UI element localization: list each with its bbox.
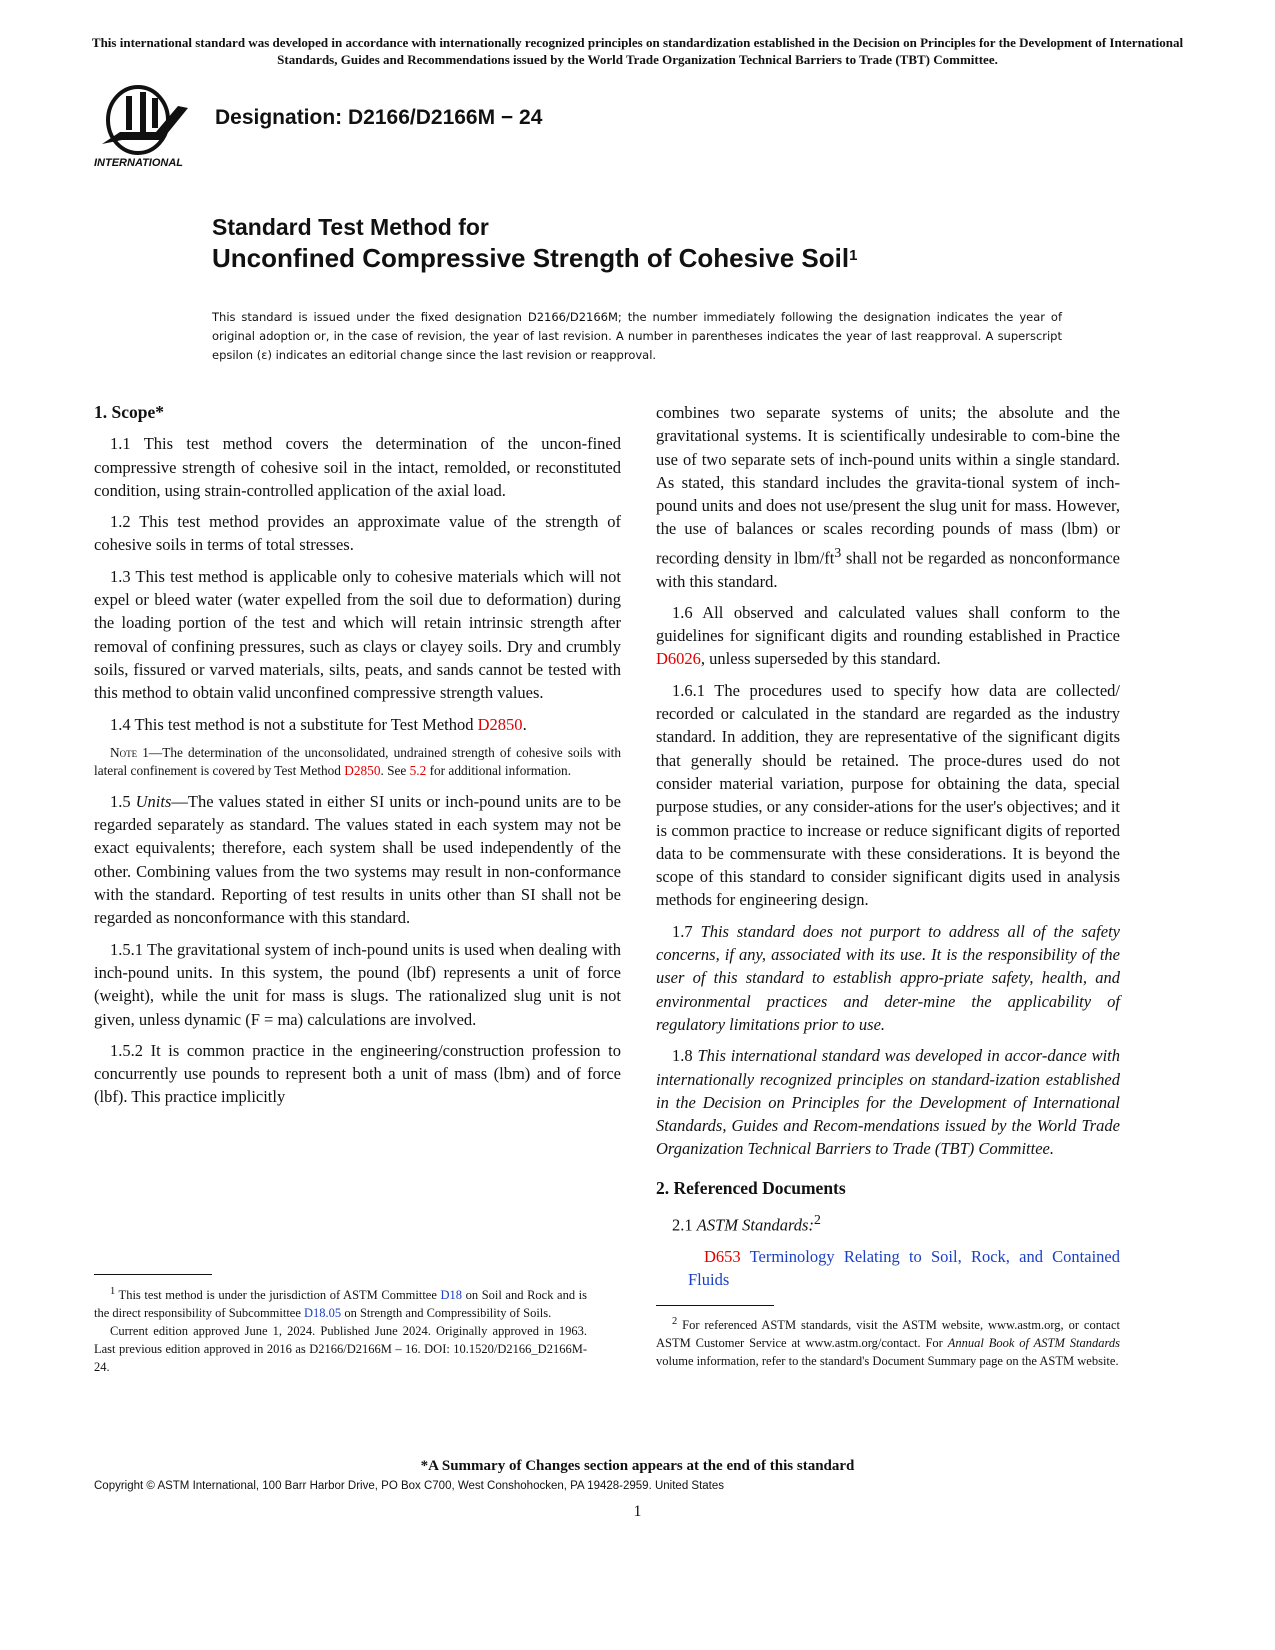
document-title bbox=[212, 212, 857, 274]
footnote-rule-left bbox=[94, 1274, 212, 1275]
para-1-6 bbox=[656, 601, 1120, 671]
left-column bbox=[94, 401, 621, 1117]
para-2-1 bbox=[656, 1208, 1120, 1237]
designation: Designation: D2166/D2166M − 24 bbox=[215, 106, 543, 129]
footnote-1-mark: 1 bbox=[110, 1286, 116, 1297]
para-1-6-1: 1.6.1 The procedures used to specify how data are collected/ recorded or calculated in the standard are regarded as the industry standard. In addition, they are representative of the significant digits that generally should be retained. The proce-dures used do not consider material variation, purpose for obtaining the data, special purpose studies, or any consider-ations for the user's objectives; and it is common practice to increase or reduce significant digits of reported data to be commensurate with these considerations. It is beyond the scope of this standard to consider significant digits used in analysis methods for engineering design. bbox=[656, 680, 1120, 910]
title-line-2 bbox=[212, 242, 857, 274]
astm-logo bbox=[92, 82, 202, 174]
note-label: Note bbox=[110, 744, 138, 760]
para-1-4-text: 1.4 This test method is not a substitute for Test Method bbox=[110, 714, 478, 734]
note-mid: . See bbox=[380, 763, 410, 779]
para-1-2: 1.2 This test method provides an approximate value of the strength of cohesive soils in terms of total stresses. bbox=[94, 512, 621, 555]
para-1-5 bbox=[94, 790, 621, 930]
link-d2850[interactable]: D2850 bbox=[477, 714, 523, 734]
para-1-5-2-end: shall not be regarded as nonconformance with this standard. bbox=[656, 548, 1120, 591]
footnote-1 bbox=[94, 1283, 587, 1376]
para-1-8 bbox=[656, 1044, 1120, 1160]
para-2-1-italic: ASTM Standards: bbox=[696, 1215, 814, 1235]
para-1-8-italic: This international standard was developed in accor-dance with internationally recognized principles on standard-ization established in the Decision on Principles for the Development of International Standards, Guides and Recom-mendations issued by the World Trade Organization Technical Barriers to Trade (TBT) Committee. bbox=[656, 1046, 1121, 1159]
footnote-rule-right bbox=[656, 1305, 774, 1306]
para-1-5-2-sup: 3 bbox=[834, 544, 842, 560]
para-2-1-num: 2.1 bbox=[672, 1215, 697, 1235]
section-heading-scope: 1. Scope* bbox=[94, 402, 164, 422]
footnote-2-mark: 2 bbox=[672, 1316, 678, 1327]
d653-code[interactable]: D653 bbox=[704, 1246, 741, 1266]
footnote-1-c: on Strength and Compressibility of Soils. bbox=[341, 1306, 552, 1321]
issued-statement: This standard is issued under the fixed designation D2166/D2166M; the number immediately following the designation indicates the year of original adoption or, in the case of revision, the year of last revision. A number in parentheses indicates the year of last reapproval. A superscript epsilon (ε) indicates an editorial change since the last revision or reapproval. bbox=[212, 310, 1062, 362]
copyright: Copyright © ASTM International, 100 Barr Harbor Drive, PO Box C700, West Conshohocken, PA 19428-2959. United States bbox=[94, 1480, 725, 1492]
para-1-6-end: , unless superseded by this standard. bbox=[700, 649, 941, 669]
title-footnote-mark[interactable]: 1 bbox=[849, 247, 858, 264]
link-note-d2850[interactable]: D2850 bbox=[344, 763, 381, 779]
footnote-2-p1 bbox=[656, 1313, 1120, 1370]
link-d6026[interactable]: D6026 bbox=[656, 649, 701, 669]
para-1-8-num: 1.8 bbox=[672, 1046, 698, 1066]
referenced-doc-d653[interactable] bbox=[688, 1245, 1120, 1292]
para-1-5-2-cont-text: combines two separate systems of units; the absolute and the gravitational systems. It is scientifically undesirable to com-bine the use of two separate sets of inch-pound units within a single standard. As stated, this standard includes the gravita-tional system of inch-pound units and does not use/present the slug unit for mass. However, the use of balances or scales recording pounds of mass (lbm) or recording density in lbm/ft bbox=[656, 403, 1120, 568]
para-1-4 bbox=[94, 713, 621, 736]
footnote-1-b: on Soil and Rock and is the direct responsibility of Subcommittee bbox=[94, 1288, 588, 1321]
footnote-2-b: volume information, refer to the standard's Document Summary page on the ASTM website. bbox=[656, 1354, 1119, 1369]
para-1-1: 1.1 This test method covers the determination of the uncon-fined compressive strength of cohesive soil in the intact, remolded, or reconstituted condition, using strain-controlled application of the axial load. bbox=[94, 434, 621, 500]
para-1-5-1: 1.5.1 The gravitational system of inch-pound units is used when dealing with inch-pound units. In this system, the pound (lbf) represents a unit of force (weight), while the unit for mass is slugs. The rationalized slug unit is not given, unless dynamic (F = ma) calculations are involved. bbox=[94, 939, 621, 1029]
link-section-5-2[interactable]: 5.2 bbox=[409, 763, 427, 779]
para-1-4-end: . bbox=[522, 714, 527, 734]
note-text: 1—The determination of the unconsolidated, undrained strength of cohesive soils with lateral confinement is covered by Test Method bbox=[94, 744, 621, 779]
para-1-5-num: 1.5 bbox=[110, 791, 136, 811]
note-1 bbox=[94, 744, 621, 781]
footnote-2-italic: Annual Book of ASTM Standards bbox=[947, 1336, 1120, 1351]
title-line-1: Standard Test Method for bbox=[212, 214, 489, 240]
para-1-7-num: 1.7 bbox=[672, 921, 701, 941]
para-1-5-2-cont bbox=[656, 401, 1120, 593]
footnote-2-a: For referenced ASTM standards, visit the ASTM website, www.astm.org, or contact ASTM Customer Service at www.astm.org/contact. For bbox=[656, 1318, 1120, 1351]
para-1-6-text: 1.6 All observed and calculated values shall conform to the guidelines for significant digits and rounding established in Practice bbox=[656, 602, 1120, 646]
footnote-1-p2: Current edition approved June 1, 2024. Published June 2024. Originally approved in 1963. Last previous edition approved in 2016 as D2166/D2166M – 16. DOI: 10.1520/D2166_D2166M-24. bbox=[94, 1324, 587, 1375]
para-1-5-2-start: 1.5.2 It is common practice in the engineering/construction profession to concurrently use pounds to represent both a unit of mass (lbm) and of force (lbf). This practice implicitly bbox=[94, 1040, 621, 1107]
footnote-1-a: This test method is under the jurisdiction of ASTM Committee bbox=[115, 1288, 441, 1303]
page-number: 1 bbox=[633, 1503, 642, 1520]
para-2-1-sup: 2 bbox=[813, 1212, 821, 1227]
footnote-2 bbox=[656, 1313, 1120, 1370]
astm-logo-icon bbox=[92, 82, 202, 174]
footnote-1-p1 bbox=[94, 1283, 587, 1322]
section-heading-referenced-documents: 2. Referenced Documents bbox=[656, 1177, 846, 1198]
para-1-5-italic: Units bbox=[135, 791, 172, 811]
para-1-7-italic: This standard does not purport to address all of the safety concerns, if any, associated with its use. It is the responsibility of the user of this standard to establish appro-priate safety, health, and environmental practices and deter-mine the applicability of regulatory limitations prior to use. bbox=[656, 921, 1121, 1034]
summary-of-changes-note: *A Summary of Changes section appears at the end of this standard bbox=[420, 1458, 855, 1474]
link-d18[interactable]: D18 bbox=[440, 1288, 463, 1303]
link-d18-05[interactable]: D18.05 bbox=[304, 1306, 342, 1321]
right-column bbox=[656, 401, 1120, 1299]
note-end: for additional information. bbox=[426, 763, 572, 779]
logo-subtitle: INTERNATIONAL bbox=[94, 157, 184, 169]
wto-notice: This international standard was developed in accordance with internationally recognized principles on standardization established in the Decision on Principles for the Development of International Standards, Guides and Recommendations issued by the World Trade Organization Technical Barriers to Trade (TBT) Committee. bbox=[91, 35, 1184, 67]
title-main: Unconfined Compressive Strength of Cohesive Soil bbox=[212, 243, 850, 273]
para-1-5-text: —The values stated in either SI units or inch-pound units are to be regarded separately as standard. The values stated in each system may not be exact equivalents; therefore, each system shall be used independently of the other. Combining values from the two systems may result in non-conformance with the standard. Reporting of test results in units other than SI shall not be regarded as nonconformance with this standard. bbox=[94, 791, 622, 928]
para-1-3: 1.3 This test method is applicable only to cohesive materials which will not expel or bleed water (water expelled from the soil due to deformation) during the loading portion of the test and which will retain intrinsic strength after removal of confining pressures, such as clays or clayey soils. Dry and crumbly soils, fissured or varved materials, silts, peats, and sands cannot be tested with this method to obtain valid unconfined compressive strength values. bbox=[94, 566, 621, 703]
para-1-7 bbox=[656, 920, 1120, 1036]
d653-title[interactable]: Terminology Relating to Soil, Rock, and Contained Fluids bbox=[688, 1246, 1120, 1290]
